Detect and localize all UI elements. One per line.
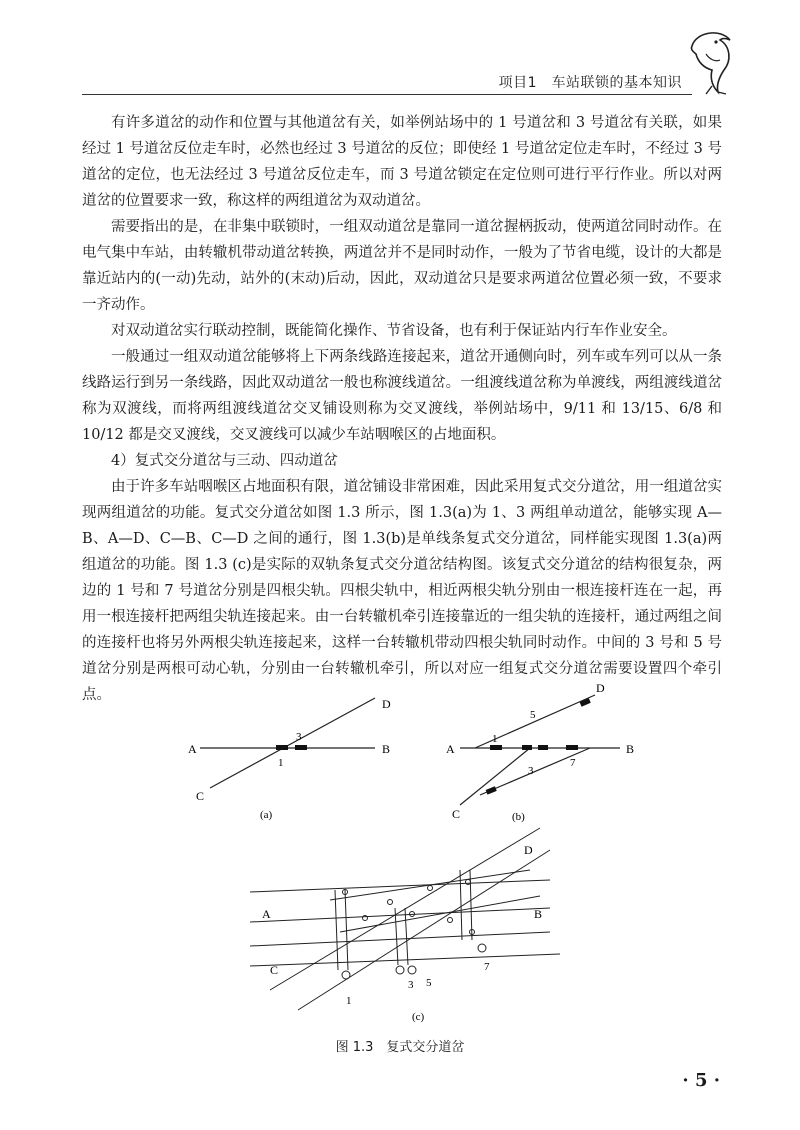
label-b-B: B — [626, 742, 635, 756]
label-c-3: 3 — [408, 979, 414, 991]
running-header — [82, 72, 692, 92]
label-a-A: A — [188, 742, 197, 756]
section-heading: 4）复式交分道岔与三动、四动道岔 — [111, 453, 338, 469]
rod-1b — [345, 890, 348, 970]
label-b-7: 7 — [570, 757, 576, 769]
diagram-c — [250, 828, 560, 1010]
rail-ab-mid — [250, 908, 550, 922]
label-b-D: D — [596, 681, 605, 695]
track-cd — [210, 698, 375, 788]
rod-3b — [405, 908, 408, 965]
diagram-a — [200, 698, 375, 788]
label-b-A: A — [446, 742, 455, 756]
switch-3 — [295, 745, 307, 750]
label-a-C: C — [196, 789, 205, 803]
switch-c — [486, 786, 497, 794]
switch-3 — [522, 745, 532, 750]
caption-a: (a) — [260, 809, 273, 821]
label-b-C: C — [452, 807, 461, 821]
rail-ab-low — [250, 932, 550, 946]
switch-1 — [490, 745, 502, 750]
label-a-3: 3 — [296, 731, 302, 743]
paragraph: 由于许多车站咽喉区占地面积有限，道岔铺设非常困难，因此采用复式交分道岔，用一组道岔实现两组道岔的功能。复式交分道岔如图 1.3 所示，图 1.3(a)为 1、3 两组单动道岔，能够实现 A—B、A—D、C—B、C—D 之间的通行，图 1.3(b)是单线条复式交分道岔，同样能实现图 1.3(a)两组道岔的功能。图 1.3 (c)是实际的双轨条复式交分道岔结构图。该复式交分道岔的结构很复杂，两边的 1 号和 7 号道岔分别是四根尖轨。四根尖轨中，相近两根尖轨分别由一根连接杆连在一起，再用一根连接杆把两组尖轨连接起来。由一台转辙机牵引连接靠近的一组尖轨的连接杆，通过两组之间的连接杆也将另外两根尖轨连接起来，这样一台转辙机带动四根尖轨同时动作。中间的 3 号和 5 号道岔分别是两根可动心轨，分别由一台转辙机牵引，所以对应一组复式交分道岔需要设置四个牵引点。 — [82, 479, 722, 703]
page-number: · 5 · — [682, 1070, 720, 1091]
switch-5 — [538, 745, 548, 750]
figure-caption: 图 1.3 复式交分道岔 — [335, 1040, 465, 1055]
branch-cb — [460, 748, 530, 805]
paragraph: 有许多道岔的动作和位置与其他道岔有关，如举例站场中的 1 号道岔和 3 号道岔有关联，如果经过 1 号道岔反位走车时，必然也经过 3 号道岔的反位；即使经 1 号道岔定位走车时，不经过 3 号道岔的定位，也无法经过 3 号道岔反位走车，而 3 号道岔锁定在定位则可进行平行作业。所以对两道岔的位置要求一致，称这样的两组道岔为双动道岔。 — [82, 115, 722, 209]
label-c-C: C — [270, 963, 279, 977]
label-c-1: 1 — [346, 995, 352, 1007]
body-text — [82, 110, 722, 708]
label-a-D: D — [382, 697, 391, 711]
label-b-3: 3 — [528, 765, 534, 777]
branch-cd — [480, 748, 590, 795]
label-c-A: A — [262, 907, 271, 921]
caption-c: (c) — [412, 1011, 425, 1023]
diagram-b — [460, 695, 620, 805]
paragraph: 一般通过一组双动道岔能够将上下两条线路连接起来，道岔开通侧向时，列车或车列可以从一条线路运行到另一条线路，因此双动道岔一般也称渡线道岔。一组渡线道岔称为单渡线，两组渡线道岔称为双渡线，而将两组渡线道岔交叉铺设则称为交叉渡线，举例站场中，9/11 和 13/15、6/8 和 10/12 都是交叉渡线，交叉渡线可以减少车站咽喉区的占地面积。 — [82, 349, 722, 443]
figure-1-3 — [150, 670, 670, 1060]
rail-ab-top — [250, 880, 550, 892]
switch-7 — [566, 745, 578, 750]
label-c-5: 5 — [426, 977, 432, 989]
label-b-5: 5 — [530, 709, 536, 721]
switch-1 — [276, 745, 288, 750]
header-rule — [82, 94, 692, 95]
rail-diag-2 — [340, 896, 543, 932]
dolphin-logo-icon — [686, 26, 738, 96]
label-a-B: B — [382, 742, 391, 756]
rod-3a — [395, 908, 398, 965]
label-c-B: B — [534, 907, 543, 921]
label-b-1: 1 — [492, 733, 498, 745]
paragraph: 需要指出的是，在非集中联锁时，一组双动道岔是靠同一道岔握柄扳动，使两道岔同时动作。在电气集中车站，由转辙机带动道岔转换，两道岔并不是同时动作，一般为了节省电缆，设计的大都是靠近站内的(一动)先动，站外的(末动)后动，因此，双动道岔只是要求两道岔位置必须一致，不要求一齐动作。 — [82, 219, 722, 313]
rod-1a — [335, 890, 338, 970]
rail-cd-2 — [298, 850, 550, 1010]
header-title: 项目1 车站联锁的基本知识 — [498, 75, 682, 91]
rail-ab-bottom — [250, 954, 560, 966]
label-a-1: 1 — [278, 757, 284, 769]
label-c-D: D — [524, 843, 533, 857]
paragraph: 对双动道岔实行联动控制，既能简化操作、节省设备，也有利于保证站内行车作业安全。 — [111, 323, 677, 339]
label-c-7: 7 — [484, 961, 490, 973]
caption-b: (b) — [512, 811, 525, 823]
